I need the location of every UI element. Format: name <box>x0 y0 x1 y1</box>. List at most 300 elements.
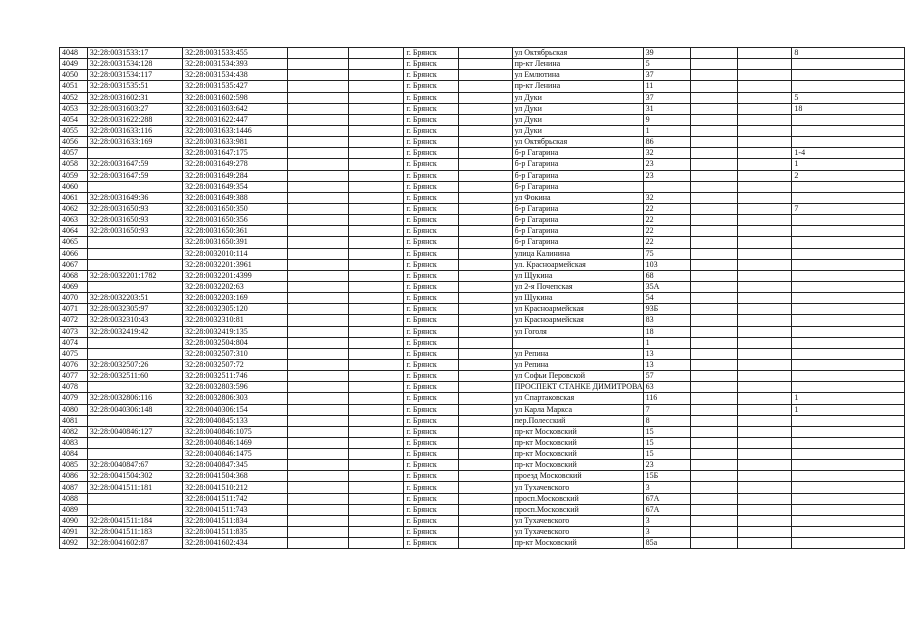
street-name: б-р Гагарина <box>512 181 643 192</box>
blank-cell <box>458 237 512 248</box>
apartment-number: 8 <box>792 48 905 59</box>
city-name: г. Брянск <box>404 293 458 304</box>
row-number: 4057 <box>60 148 88 159</box>
street-name: ул Тухачевского <box>512 515 643 526</box>
blank-cell <box>737 137 792 148</box>
blank-cell <box>348 527 404 538</box>
cadastral-parcel-number <box>87 337 182 348</box>
street-name: пр-кт Ленина <box>512 59 643 70</box>
cadastral-parcel-number <box>87 493 182 504</box>
apartment-number <box>792 471 905 482</box>
blank-cell <box>288 215 349 226</box>
blank-cell <box>348 137 404 148</box>
row-number: 4071 <box>60 304 88 315</box>
blank-cell <box>288 103 349 114</box>
cadastral-parcel-number: 32:28:0041504:302 <box>87 471 182 482</box>
blank-cell <box>737 125 792 136</box>
blank-cell <box>348 270 404 281</box>
blank-cell <box>288 426 349 437</box>
house-number <box>643 181 690 192</box>
table-row <box>60 348 905 359</box>
cadastral-parcel-number <box>87 181 182 192</box>
cadastral-building-number: 32:28:0032504:804 <box>183 337 288 348</box>
house-number: 32 <box>643 148 690 159</box>
cadastral-building-number: 32:28:0040847:345 <box>183 460 288 471</box>
house-number: 37 <box>643 92 690 103</box>
blank-cell <box>690 527 737 538</box>
street-name: ул Красноармейская <box>512 304 643 315</box>
row-number: 4065 <box>60 237 88 248</box>
blank-cell <box>458 393 512 404</box>
blank-cell <box>458 226 512 237</box>
apartment-number <box>792 460 905 471</box>
table-row <box>60 359 905 370</box>
table-row <box>60 382 905 393</box>
blank-cell <box>690 404 737 415</box>
blank-cell <box>348 415 404 426</box>
blank-cell <box>690 504 737 515</box>
blank-cell <box>737 170 792 181</box>
blank-cell <box>737 382 792 393</box>
blank-cell <box>348 248 404 259</box>
cadastral-building-number: 32:28:0040846:1469 <box>183 437 288 448</box>
city-name: г. Брянск <box>404 415 458 426</box>
house-number: 67А <box>643 493 690 504</box>
blank-cell <box>348 148 404 159</box>
apartment-number <box>792 449 905 460</box>
table-row <box>60 203 905 214</box>
blank-cell <box>288 504 349 515</box>
row-number: 4079 <box>60 393 88 404</box>
blank-cell <box>348 125 404 136</box>
table-row <box>60 538 905 549</box>
blank-cell <box>458 81 512 92</box>
table-row <box>60 192 905 203</box>
apartment-number <box>792 215 905 226</box>
blank-cell <box>690 449 737 460</box>
blank-cell <box>288 226 349 237</box>
table-row <box>60 59 905 70</box>
blank-cell <box>348 70 404 81</box>
blank-cell <box>737 215 792 226</box>
city-name: г. Брянск <box>404 170 458 181</box>
cadastral-parcel-number <box>87 504 182 515</box>
city-name: г. Брянск <box>404 203 458 214</box>
cadastral-parcel-number <box>87 248 182 259</box>
blank-cell <box>737 148 792 159</box>
cadastral-parcel-number <box>87 259 182 270</box>
city-name: г. Брянск <box>404 527 458 538</box>
blank-cell <box>348 215 404 226</box>
apartment-number <box>792 59 905 70</box>
apartment-number <box>792 382 905 393</box>
cadastral-parcel-number: 32:28:0031650:93 <box>87 215 182 226</box>
blank-cell <box>288 170 349 181</box>
street-name: ул Красноармейская <box>512 315 643 326</box>
row-number: 4068 <box>60 270 88 281</box>
blank-cell <box>288 304 349 315</box>
table-row <box>60 426 905 437</box>
blank-cell <box>690 515 737 526</box>
blank-cell <box>458 92 512 103</box>
blank-cell <box>288 270 349 281</box>
blank-cell <box>690 315 737 326</box>
cadastral-parcel-number: 32:28:0031633:169 <box>87 137 182 148</box>
blank-cell <box>690 170 737 181</box>
house-number: 22 <box>643 215 690 226</box>
blank-cell <box>348 482 404 493</box>
blank-cell <box>737 281 792 292</box>
blank-cell <box>348 382 404 393</box>
cadastral-building-number: 32:28:0031650:350 <box>183 203 288 214</box>
blank-cell <box>690 326 737 337</box>
blank-cell <box>737 192 792 203</box>
blank-cell <box>737 248 792 259</box>
city-name: г. Брянск <box>404 59 458 70</box>
blank-cell <box>737 527 792 538</box>
row-number: 4087 <box>60 482 88 493</box>
cadastral-parcel-number <box>87 237 182 248</box>
cadastral-parcel-number: 32:28:0031534:128 <box>87 59 182 70</box>
blank-cell <box>348 192 404 203</box>
table-row <box>60 237 905 248</box>
table-row <box>60 281 905 292</box>
cadastral-parcel-number: 32:28:0032511:60 <box>87 371 182 382</box>
blank-cell <box>348 315 404 326</box>
row-number: 4078 <box>60 382 88 393</box>
house-number: 83 <box>643 315 690 326</box>
blank-cell <box>690 59 737 70</box>
blank-cell <box>288 326 349 337</box>
blank-cell <box>348 48 404 59</box>
city-name: г. Брянск <box>404 159 458 170</box>
blank-cell <box>737 482 792 493</box>
city-name: г. Брянск <box>404 215 458 226</box>
blank-cell <box>288 48 349 59</box>
cadastral-building-number: 32:28:0041511:834 <box>183 515 288 526</box>
apartment-number <box>792 70 905 81</box>
blank-cell <box>737 293 792 304</box>
blank-cell <box>690 304 737 315</box>
blank-cell <box>690 48 737 59</box>
blank-cell <box>288 148 349 159</box>
blank-cell <box>288 449 349 460</box>
blank-cell <box>690 125 737 136</box>
cadastral-building-number: 32:28:0032203:169 <box>183 293 288 304</box>
blank-cell <box>348 348 404 359</box>
city-name: г. Брянск <box>404 337 458 348</box>
blank-cell <box>348 359 404 370</box>
house-number: 9 <box>643 114 690 125</box>
house-number: 32 <box>643 192 690 203</box>
blank-cell <box>458 192 512 203</box>
cadastral-building-number: 32:28:0041510:212 <box>183 482 288 493</box>
apartment-number <box>792 426 905 437</box>
cadastral-parcel-number: 32:28:0041511:184 <box>87 515 182 526</box>
apartment-number <box>792 137 905 148</box>
row-number: 4058 <box>60 159 88 170</box>
blank-cell <box>690 359 737 370</box>
blank-cell <box>288 415 349 426</box>
city-name: г. Брянск <box>404 92 458 103</box>
table-row <box>60 293 905 304</box>
register-sheet <box>59 47 905 549</box>
house-number: 3 <box>643 482 690 493</box>
blank-cell <box>458 170 512 181</box>
street-name: ул Октябрьская <box>512 48 643 59</box>
blank-cell <box>288 137 349 148</box>
cadastral-building-number: 32:28:0040846:1475 <box>183 449 288 460</box>
blank-cell <box>458 114 512 125</box>
apartment-number <box>792 337 905 348</box>
apartment-number: 1 <box>792 393 905 404</box>
cadastral-parcel-number: 32:28:0032507:26 <box>87 359 182 370</box>
blank-cell <box>288 315 349 326</box>
apartment-number: 1 <box>792 159 905 170</box>
cadastral-parcel-number: 32:28:0031650:93 <box>87 203 182 214</box>
table-row <box>60 248 905 259</box>
city-name: г. Брянск <box>404 125 458 136</box>
cadastral-parcel-number <box>87 148 182 159</box>
table-row <box>60 471 905 482</box>
blank-cell <box>288 259 349 270</box>
row-number: 4059 <box>60 170 88 181</box>
blank-cell <box>288 359 349 370</box>
house-number: 63 <box>643 382 690 393</box>
street-name: ул 2-я Почепская <box>512 281 643 292</box>
street-name: б-р Гагарина <box>512 226 643 237</box>
blank-cell <box>288 382 349 393</box>
blank-cell <box>288 70 349 81</box>
table-row <box>60 371 905 382</box>
blank-cell <box>458 404 512 415</box>
blank-cell <box>690 137 737 148</box>
blank-cell <box>288 471 349 482</box>
street-name: просп.Московский <box>512 504 643 515</box>
blank-cell <box>737 415 792 426</box>
house-number: 8 <box>643 415 690 426</box>
blank-cell <box>288 337 349 348</box>
house-number: 93Б <box>643 304 690 315</box>
table-row <box>60 493 905 504</box>
blank-cell <box>690 181 737 192</box>
street-name: пр-кт Московский <box>512 437 643 448</box>
cadastral-building-number: 32:28:0032310:81 <box>183 315 288 326</box>
house-number: 35А <box>643 281 690 292</box>
blank-cell <box>348 159 404 170</box>
blank-cell <box>690 426 737 437</box>
apartment-number <box>792 538 905 549</box>
blank-cell <box>348 404 404 415</box>
apartment-number <box>792 237 905 248</box>
cadastral-building-number: 32:28:0031649:284 <box>183 170 288 181</box>
city-name: г. Брянск <box>404 237 458 248</box>
blank-cell <box>458 493 512 504</box>
blank-cell <box>348 337 404 348</box>
blank-cell <box>288 293 349 304</box>
blank-cell <box>458 482 512 493</box>
cadastral-building-number: 32:28:0032201:3961 <box>183 259 288 270</box>
house-number: 86 <box>643 137 690 148</box>
blank-cell <box>458 304 512 315</box>
table-row <box>60 159 905 170</box>
blank-cell <box>348 437 404 448</box>
register-rows <box>60 48 905 549</box>
house-number: 15 <box>643 437 690 448</box>
blank-cell <box>348 471 404 482</box>
house-number: 22 <box>643 237 690 248</box>
blank-cell <box>690 259 737 270</box>
blank-cell <box>690 393 737 404</box>
cadastral-parcel-number <box>87 382 182 393</box>
cadastral-building-number: 32:28:0032507:310 <box>183 348 288 359</box>
blank-cell <box>458 326 512 337</box>
blank-cell <box>348 59 404 70</box>
blank-cell <box>458 125 512 136</box>
blank-cell <box>690 159 737 170</box>
city-name: г. Брянск <box>404 538 458 549</box>
apartment-number <box>792 493 905 504</box>
blank-cell <box>690 215 737 226</box>
blank-cell <box>690 281 737 292</box>
blank-cell <box>690 437 737 448</box>
cadastral-building-number: 32:28:0031622:447 <box>183 114 288 125</box>
cadastral-building-number: 32:28:0041504:368 <box>183 471 288 482</box>
table-row <box>60 181 905 192</box>
cadastral-building-number: 32:28:0031649:354 <box>183 181 288 192</box>
house-number: 23 <box>643 170 690 181</box>
blank-cell <box>348 114 404 125</box>
cadastral-building-number: 32:28:0041511:743 <box>183 504 288 515</box>
cadastral-parcel-number: 32:28:0032201:1782 <box>87 270 182 281</box>
cadastral-parcel-number: 32:28:0031533:17 <box>87 48 182 59</box>
blank-cell <box>458 315 512 326</box>
apartment-number <box>792 226 905 237</box>
row-number: 4053 <box>60 103 88 114</box>
row-number: 4090 <box>60 515 88 526</box>
cadastral-building-number: 32:28:0031602:598 <box>183 92 288 103</box>
cadastral-building-number: 32:28:0041602:434 <box>183 538 288 549</box>
street-name: ул Репина <box>512 359 643 370</box>
blank-cell <box>458 538 512 549</box>
cadastral-parcel-number <box>87 415 182 426</box>
blank-cell <box>288 59 349 70</box>
street-name: б-р Гагарина <box>512 170 643 181</box>
city-name: г. Брянск <box>404 48 458 59</box>
city-name: г. Брянск <box>404 504 458 515</box>
city-name: г. Брянск <box>404 471 458 482</box>
city-name: г. Брянск <box>404 371 458 382</box>
apartment-number <box>792 371 905 382</box>
blank-cell <box>458 203 512 214</box>
blank-cell <box>737 304 792 315</box>
city-name: г. Брянск <box>404 148 458 159</box>
city-name: г. Брянск <box>404 393 458 404</box>
blank-cell <box>288 393 349 404</box>
house-number: 5 <box>643 59 690 70</box>
apartment-number <box>792 192 905 203</box>
cadastral-parcel-number: 32:28:0040846:127 <box>87 426 182 437</box>
table-row <box>60 515 905 526</box>
city-name: г. Брянск <box>404 81 458 92</box>
house-number: 13 <box>643 359 690 370</box>
blank-cell <box>737 449 792 460</box>
table-row <box>60 404 905 415</box>
blank-cell <box>348 504 404 515</box>
blank-cell <box>737 437 792 448</box>
house-number: 18 <box>643 326 690 337</box>
cadastral-parcel-number: 32:28:0041602:87 <box>87 538 182 549</box>
blank-cell <box>737 359 792 370</box>
blank-cell <box>288 192 349 203</box>
blank-cell <box>458 181 512 192</box>
row-number: 4048 <box>60 48 88 59</box>
row-number: 4088 <box>60 493 88 504</box>
blank-cell <box>288 203 349 214</box>
row-number: 4074 <box>60 337 88 348</box>
street-name: ул Репина <box>512 348 643 359</box>
table-row <box>60 226 905 237</box>
blank-cell <box>690 226 737 237</box>
row-number: 4052 <box>60 92 88 103</box>
house-number: 23 <box>643 159 690 170</box>
cadastral-parcel-number: 32:28:0031602:31 <box>87 92 182 103</box>
cadastral-building-number: 32:28:0032201:4399 <box>183 270 288 281</box>
blank-cell <box>458 527 512 538</box>
apartment-number: 2 <box>792 170 905 181</box>
house-number: 15 <box>643 426 690 437</box>
cadastral-building-number: 32:28:0032803:596 <box>183 382 288 393</box>
city-name: г. Брянск <box>404 259 458 270</box>
blank-cell <box>348 281 404 292</box>
cadastral-building-number: 32:28:0041511:835 <box>183 527 288 538</box>
blank-cell <box>737 159 792 170</box>
cadastral-building-number: 32:28:0040846:1075 <box>183 426 288 437</box>
row-number: 4066 <box>60 248 88 259</box>
house-number: 1 <box>643 125 690 136</box>
row-number: 4086 <box>60 471 88 482</box>
blank-cell <box>348 393 404 404</box>
cadastral-building-number: 32:28:0031647:175 <box>183 148 288 159</box>
street-name: пр-кт Московский <box>512 460 643 471</box>
apartment-number <box>792 125 905 136</box>
cadastral-parcel-number: 32:28:0031535:51 <box>87 81 182 92</box>
cadastral-building-number: 32:28:0031649:388 <box>183 192 288 203</box>
cadastral-parcel-number: 32:28:0032806:116 <box>87 393 182 404</box>
blank-cell <box>288 81 349 92</box>
row-number: 4072 <box>60 315 88 326</box>
cadastral-parcel-number <box>87 437 182 448</box>
row-number: 4054 <box>60 114 88 125</box>
table-row <box>60 315 905 326</box>
table-row <box>60 415 905 426</box>
blank-cell <box>288 482 349 493</box>
cadastral-parcel-number: 32:28:0031649:36 <box>87 192 182 203</box>
row-number: 4089 <box>60 504 88 515</box>
row-number: 4082 <box>60 426 88 437</box>
street-name: ПРОСПЕКТ СТАНКЕ ДИМИТРОВА <box>512 382 643 393</box>
blank-cell <box>348 371 404 382</box>
city-name: г. Брянск <box>404 248 458 259</box>
city-name: г. Брянск <box>404 192 458 203</box>
cadastral-building-number: 32:28:0031533:455 <box>183 48 288 59</box>
blank-cell <box>737 426 792 437</box>
blank-cell <box>737 393 792 404</box>
cadastral-building-number: 32:28:0032507:72 <box>183 359 288 370</box>
house-number: 85а <box>643 538 690 549</box>
row-number: 4055 <box>60 125 88 136</box>
blank-cell <box>348 237 404 248</box>
